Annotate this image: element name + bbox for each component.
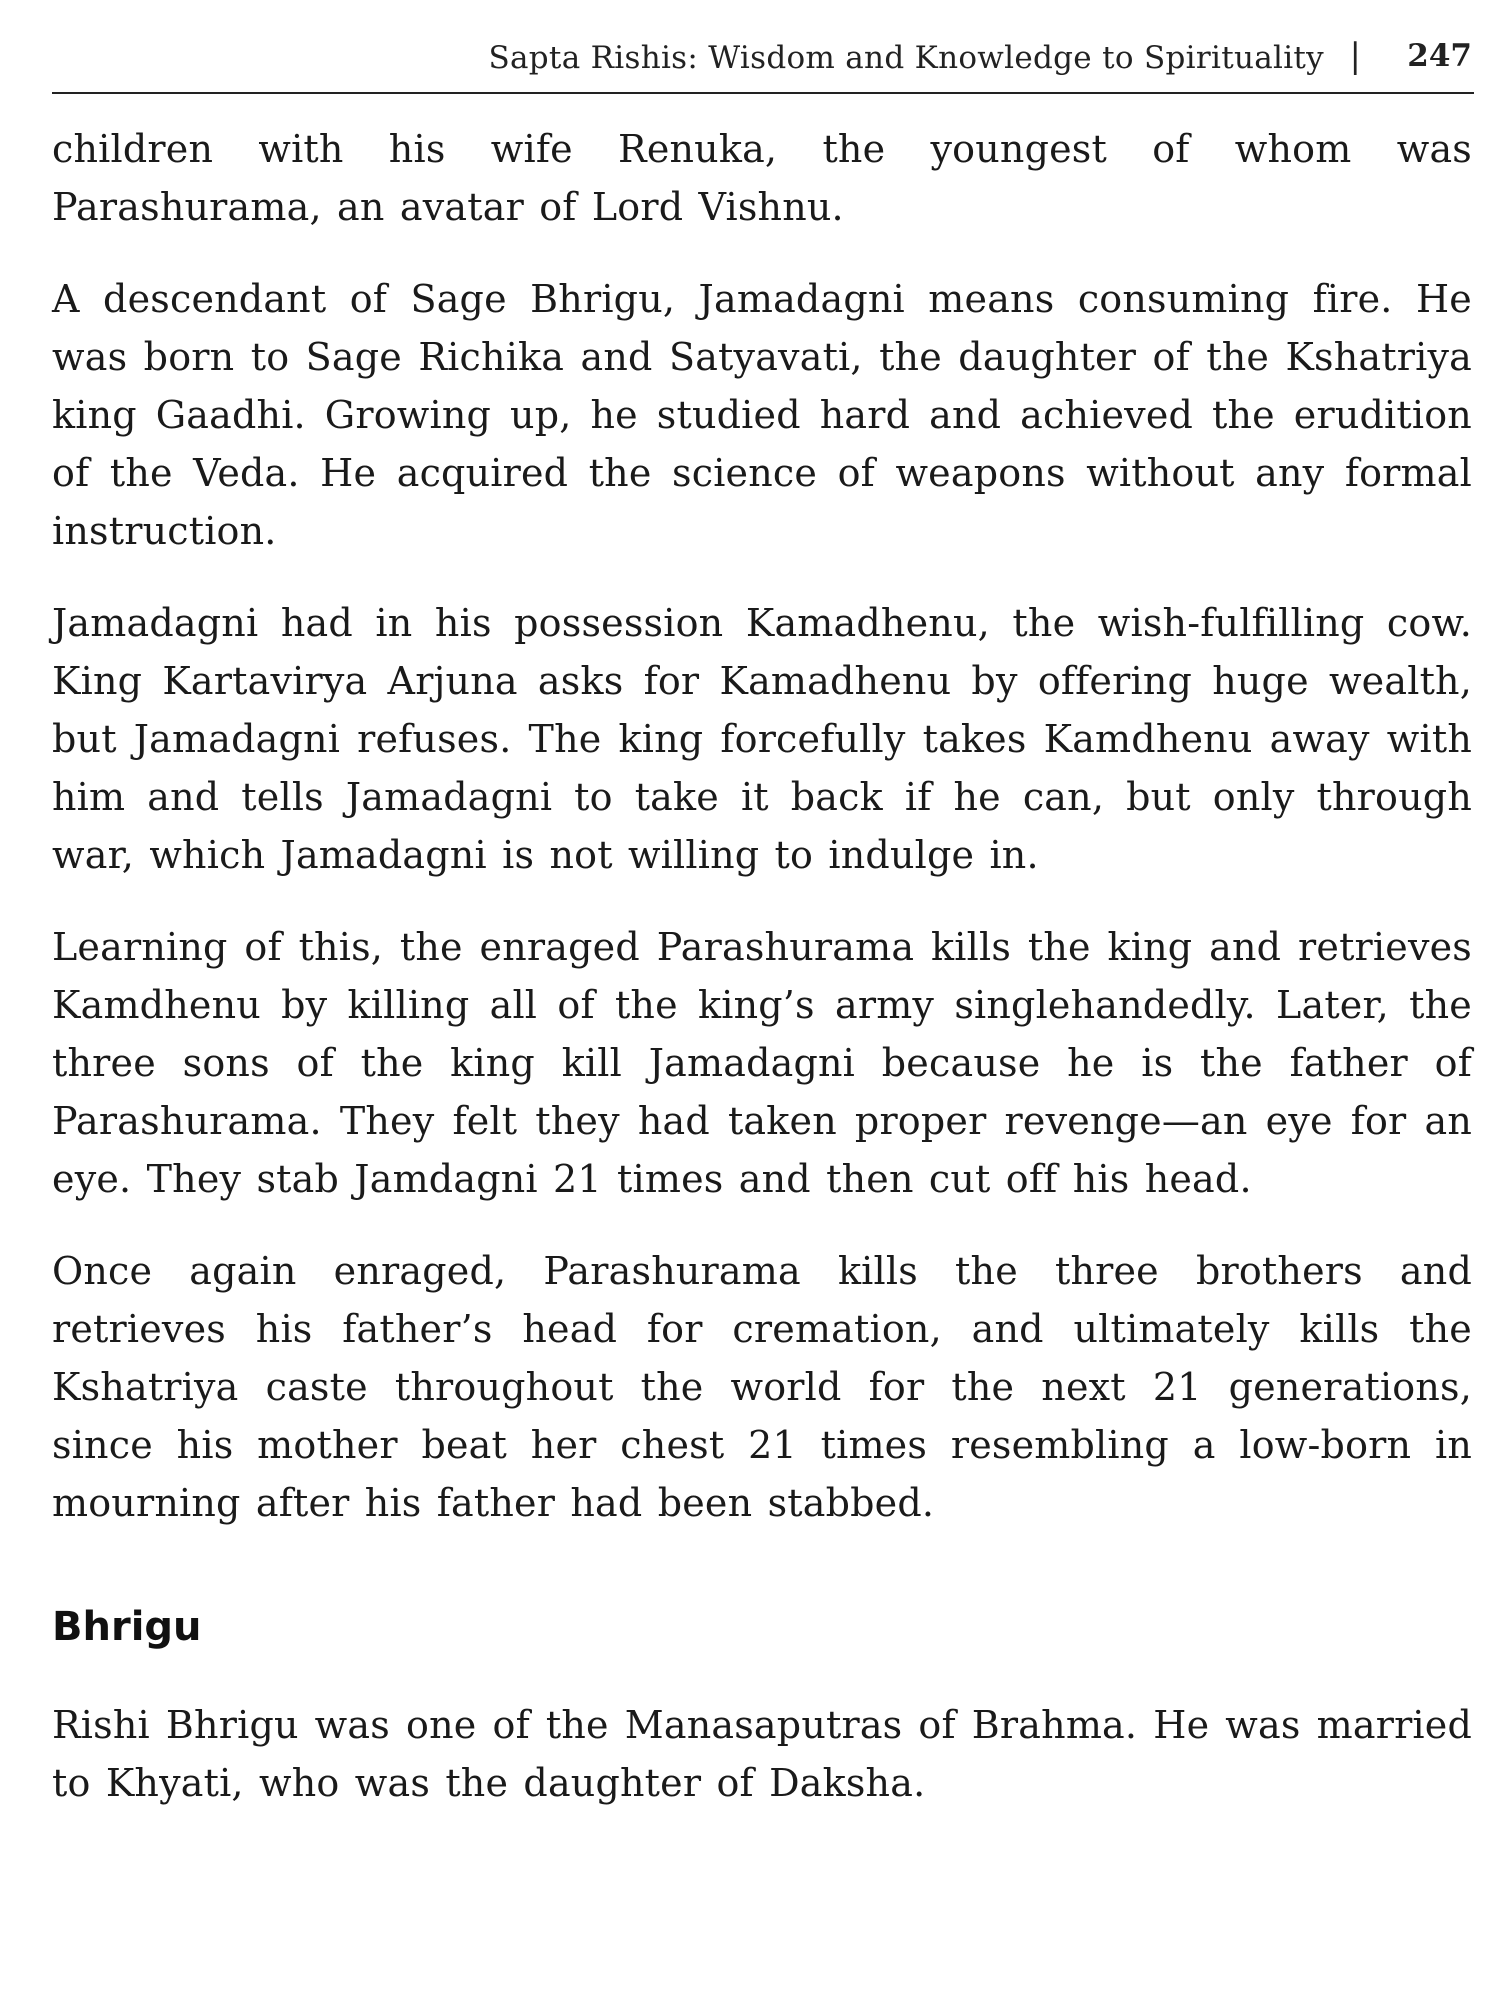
paragraph-1: children with his wife Renuka, the youngest of whom was Parashurama, an avatar of Lord Vishnu. — [52, 127, 1472, 229]
header-separator: | — [1349, 36, 1361, 76]
paragraph-3: Jamadagni had in his possession Kamadhenu, the wish-fulfilling cow. King Kartavirya Arjuna asks for Kamadhenu by offering huge wealth, but Jamadagni refuses. The king forcefully takes Kamdhenu away with him and tells Jamadagni to take it back if he can, but only through war, which Jamadagni is not willing to indulge in. — [52, 601, 1472, 877]
paragraph-5: Once again enraged, Parashurama kills the three brothers and retrieves his father’s head for cremation, and ultimately kills the Kshatriya caste throughout the world for the next 21 generations, since his mother beat her chest 21 times resembling a low-born in mourning after his father had been stabbed. — [52, 1249, 1472, 1525]
paragraph-4: Learning of this, the enraged Parashurama kills the king and retrieves Kamdhenu by killing all of the king’s army singlehandedly. Later, the three sons of the king kill Jamadagni because he is the father of Parashurama. They felt they had taken proper revenge—an eye for an eye. They stab Jamdagni 21 times and then cut off his head. — [52, 925, 1472, 1201]
section-paragraph: Rishi Bhrigu was one of the Manasaputras of Brahma. He was married to Khyati, who was the daughter of Daksha. — [52, 1703, 1472, 1805]
running-header — [52, 36, 1474, 94]
body-text — [52, 120, 1472, 1846]
paragraph-2: A descendant of Sage Bhrigu, Jamadagni means consuming fire. He was born to Sage Richika and Satyavati, the daughter of the Kshatriya king Gaadhi. Growing up, he studied hard and achieved the erudition of the Veda. He acquired the science of weapons without any formal instruction. — [52, 277, 1472, 553]
section-heading: Bhrigu — [52, 1604, 202, 1650]
page-number: 247 — [1407, 38, 1472, 74]
running-title: Sapta Rishis: Wisdom and Knowledge to Spirituality — [488, 40, 1324, 76]
